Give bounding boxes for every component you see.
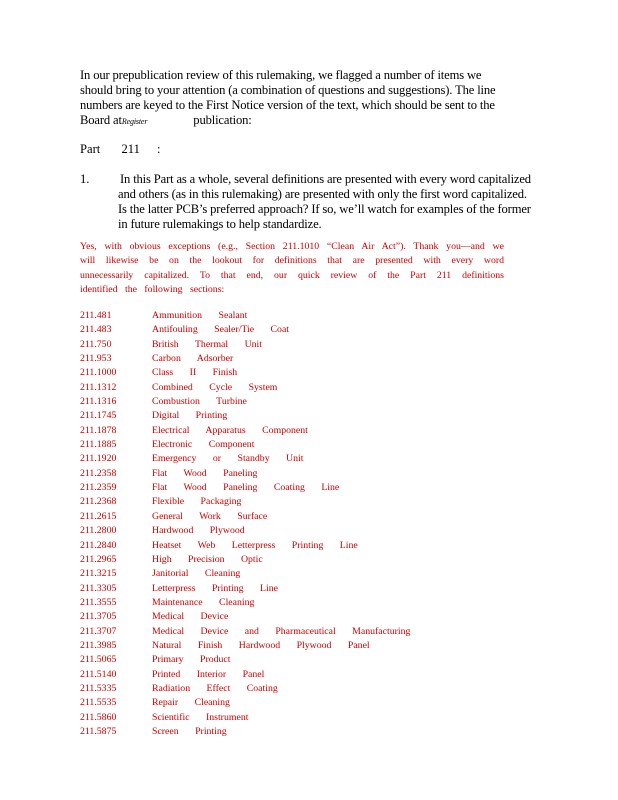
part-heading [80,142,161,157]
section-title: Emergency or Standby Unit [152,453,304,465]
section-title: Flat Wood Paneling [152,467,258,479]
section-row [80,696,410,710]
section-code: 211.3707 [80,625,117,637]
section-code: 211.3215 [80,568,117,580]
section-row [80,553,410,567]
section-row [80,668,410,682]
section-title: Letterpress Printing Line [152,582,278,594]
section-code: 211.3985 [80,639,117,651]
section-code: 211.1920 [80,453,117,465]
question-text: In this Part as a whole, several definitions are presented with every word capitalized and others (as in this rulemaking) are presented with only the first word capitalized. Is the latter PCB’s preferred approach? If so, we’ll watch for examples of the former in future rulemakings to help standardize. [118,172,531,231]
section-title: Janitorial Cleaning [152,568,241,580]
section-title: Scientific Instrument [152,711,249,723]
section-code: 211.1878 [80,424,117,436]
section-title: Printed Interior Panel [152,668,265,680]
section-title: Class II Finish [152,367,238,379]
intro-board-text: Board at [80,113,122,127]
section-code: 211.2368 [80,496,117,508]
section-code: 211.2840 [80,539,117,551]
section-list [80,309,410,739]
section-code: 211.1316 [80,396,117,408]
section-row [80,381,410,395]
intro-line-2: should bring to your attention (a combination of questions and suggestions). The line [80,83,496,97]
section-title: Antifouling Sealer/Tie Coat [152,324,290,336]
section-row [80,467,410,481]
intro-paragraph [80,68,550,129]
section-code: 211.481 [80,310,112,321]
section-row [80,323,410,337]
section-code: 211.5065 [80,654,117,666]
section-row [80,510,410,524]
section-row [80,524,410,538]
section-row [80,653,410,667]
intro-line-1: In our prepublication review of this rulemaking, we flagged a number of items we [80,68,482,82]
section-title: Medical Device and Pharmaceutical Manufacturing [152,625,411,637]
section-title: Medical Device [152,611,229,623]
section-title: Screen Printing [152,725,227,737]
section-title: Ammunition Sealant [152,310,248,321]
section-code: 211.3705 [80,611,117,623]
section-code: 211.953 [80,353,112,365]
section-code: 211.2359 [80,482,117,494]
section-code: 211.483 [80,324,112,336]
part-number: 211 [121,142,140,156]
section-code: 211.5140 [80,668,117,680]
section-row [80,610,410,624]
section-row [80,682,410,696]
section-code: 211.2358 [80,467,117,479]
section-title: Natural Finish Hardwood Plywood Panel [152,639,370,651]
section-code: 211.3305 [80,582,117,594]
intro-line-3: numbers are keyed to the First Notice version of the text, which should be sent to the [80,98,495,112]
section-row [80,711,410,725]
section-title: Maintenance Cleaning [152,596,255,608]
part-label: Part [80,142,101,156]
section-code: 211.5335 [80,682,117,694]
section-code: 211.1000 [80,367,117,379]
section-title: High Precision Optic [152,553,263,565]
section-code: 211.2800 [80,525,117,537]
section-code: 211.750 [80,338,112,350]
section-row [80,539,410,553]
section-code: 211.5535 [80,697,117,709]
section-row [80,481,410,495]
section-code: 211.1745 [80,410,117,422]
response-text: Yes, with obvious exceptions (e.g., Section 211.1010 “Clean Air Act”). Thank you—and we will likewise be on the lookout for definitions that are presented with every word unnecessarily capitalized. To that end, our quick review of the Part 211 definitions identified the following sections: [80,241,504,296]
section-title: General Work Surface [152,510,268,522]
section-row [80,395,410,409]
section-row [80,438,410,452]
section-row [80,596,410,610]
section-title: Electrical Apparatus Component [152,424,308,436]
section-title: Flat Wood Paneling Coating Line [152,482,340,494]
section-title: Repair Cleaning [152,697,230,709]
intro-publication-text: publication: [193,113,252,127]
section-title: Flexible Packaging [152,496,242,508]
section-row [80,567,410,581]
section-code: 211.2965 [80,553,117,565]
section-title: Combustion Turbine [152,396,247,408]
part-colon: : [157,142,161,156]
section-row [80,424,410,438]
section-row [80,366,410,380]
section-row [80,409,410,423]
section-code: 211.2615 [80,510,117,522]
section-row [80,625,410,639]
question-number: 1. [80,172,90,186]
section-title: Hardwood Plywood [152,525,245,537]
section-row [80,352,410,366]
section-title: Digital Printing [152,410,228,422]
section-title: Radiation Effect Coating [152,682,278,694]
section-row [80,452,410,466]
section-code: 211.1885 [80,439,117,451]
section-title: British Thermal Unit [152,338,262,350]
section-code: 211.5875 [80,725,117,737]
section-title: Combined Cycle System [152,381,278,393]
section-code: 211.5860 [80,711,117,723]
section-code: 211.1312 [80,381,117,393]
section-row [80,309,410,323]
section-row [80,495,410,509]
section-title: Heatset Web Letterpress Printing Line [152,539,358,551]
section-code: 211.3555 [80,596,117,608]
section-row [80,338,410,352]
section-title: Carbon Adsorber [152,353,234,365]
register-italic: Register [121,117,148,126]
section-title: Primary Product [152,654,231,666]
section-title: Electronic Component [152,439,255,451]
section-row [80,725,410,739]
section-row [80,639,410,653]
section-row [80,582,410,596]
